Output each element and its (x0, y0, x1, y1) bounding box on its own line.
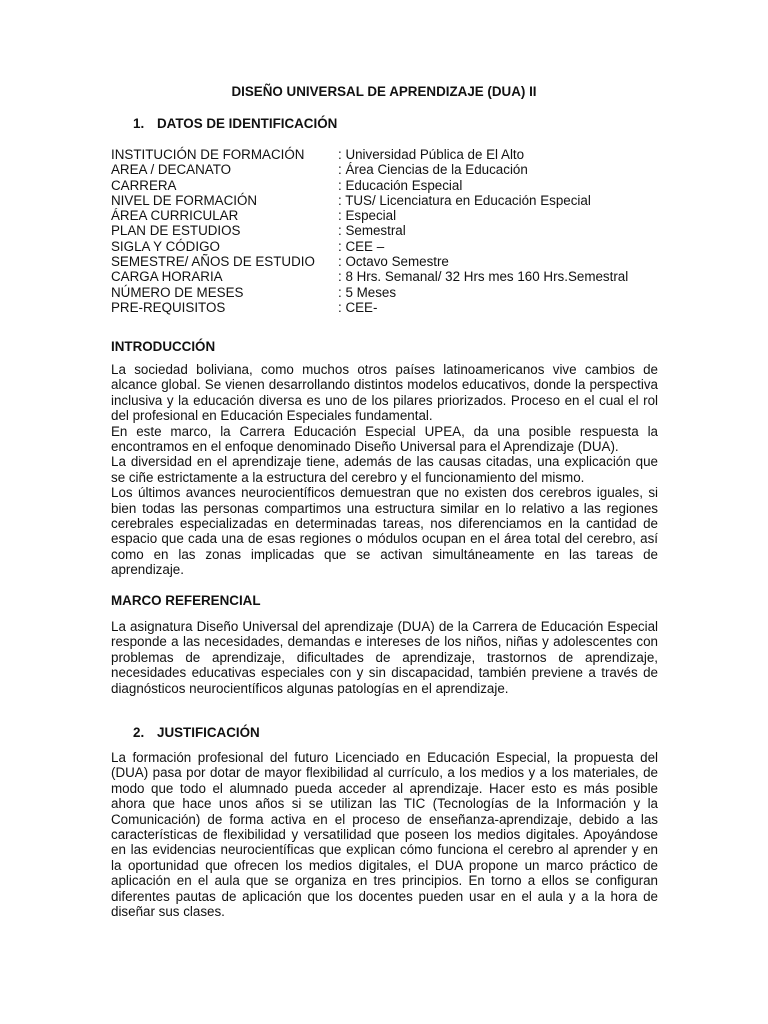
identification-value: : Octavo Semestre (338, 254, 449, 270)
paragraph: En este marco, la Carrera Educación Especial UPEA, da una posible respuesta la encontramos en el enfoque denominado Diseño Universal para el Aprendizaje (DUA). (111, 423, 658, 455)
identification-value: : 8 Hrs. Semanal/ 32 Hrs mes 160 Hrs.Semestral (338, 269, 629, 285)
identification-row (111, 193, 671, 208)
identification-table (111, 147, 671, 315)
identification-row (111, 223, 671, 238)
section-title: DATOS DE IDENTIFICACIÓN (157, 116, 338, 131)
identification-row (111, 254, 671, 269)
identification-row (111, 178, 671, 193)
identification-label: CARRERA (111, 177, 177, 193)
identification-label: NÚMERO DE MESES (111, 284, 244, 300)
identification-value: : CEE – (338, 238, 385, 254)
identification-label: SEMESTRE/ AÑOS DE ESTUDIO (111, 254, 315, 270)
identification-value: : CEE- (338, 299, 378, 315)
paragraph: La asignatura Diseño Universal del aprendizaje (DUA) de la Carrera de Educación Especial responde a las necesidades, demandas e intereses de los niños, niñas y adolescentes con problemas de aprendizaje, dificultades de aprendizaje, trastornos de aprendizaje, necesidades educativas especiales con y sin discapacidad, también previene a través de diagnósticos neurocientíficos algunas patologías en el aprendizaje. (111, 619, 658, 696)
section-number: 2. (133, 725, 145, 740)
section-heading-justificacion (133, 725, 260, 740)
identification-row (111, 162, 671, 177)
identification-row (111, 269, 671, 284)
identification-label: AREA / DECANATO (111, 162, 232, 178)
section-number: 1. (133, 116, 145, 131)
identification-label: CARGA HORARIA (111, 269, 223, 285)
identification-value: : Semestral (338, 223, 406, 239)
paragraph: La sociedad boliviana, como muchos otros países latinoamericanos vive cambios de alcance global. Se vienen desarrollando distintos modelos educativos, donde la perspectiva inclusiva y la educación diversa es uno de los pilares priorizados. Proceso en el cual el rol del profesional en Educación Especiales fundamental. (111, 362, 658, 424)
identification-value: : Especial (338, 208, 397, 224)
identification-value: : Universidad Pública de El Alto (338, 147, 525, 162)
paragraph: Los últimos avances neurocientíficos demuestran que no existen dos cerebros iguales, si bien todas las personas compartimos una estructura similar en lo relativo a las regiones cerebrales especializadas en determinadas tareas, nos diferenciamos en la cantidad de espacio que cada una de esas regiones o módulos ocupan en el área total del cerebro, así como en las zonas implicadas que se activan simultáneamente en las tareas de aprendizaje. (111, 485, 658, 578)
marco-referencial-body (111, 619, 658, 696)
paragraph: La diversidad en el aprendizaje tiene, además de las causas citadas, una explicación que se ciñe estrictamente a la estructura del cerebro y el funcionamiento del mismo. (111, 454, 658, 485)
identification-value: : TUS/ Licenciatura en Educación Especial (338, 192, 591, 208)
marco-referencial-heading: MARCO REFERENCIAL (111, 593, 261, 608)
identification-row (111, 239, 671, 254)
document-title: DISEÑO UNIVERSAL DE APRENDIZAJE (DUA) II (231, 84, 537, 99)
identification-row (111, 147, 671, 162)
justificacion-body (111, 750, 658, 919)
identification-value: : Educación Especial (338, 177, 463, 193)
identification-label: PLAN DE ESTUDIOS (111, 223, 241, 239)
section-title: JUSTIFICACIÓN (157, 725, 260, 740)
identification-label: INSTITUCIÓN DE FORMACIÓN (111, 147, 305, 162)
identification-label: NIVEL DE FORMACIÓN (111, 192, 258, 208)
identification-row (111, 285, 671, 300)
identification-label: ÁREA CURRICULAR (111, 208, 239, 224)
identification-row (111, 300, 671, 315)
identification-row (111, 208, 671, 223)
identification-value: : 5 Meses (338, 284, 397, 300)
section-heading-identificacion (133, 116, 337, 131)
introduccion-heading: INTRODUCCIÓN (111, 339, 216, 354)
identification-value: : Área Ciencias de la Educación (338, 162, 528, 178)
introduccion-body (111, 362, 658, 578)
paragraph: La formación profesional del futuro Licenciado en Educación Especial, la propuesta del (DUA) pasa por dotar de mayor flexibilidad al currículo, a los medios y a los materiales, de modo que todo el alumnado pueda acceder al aprendizaje. Hacer esto es más posible ahora que hace unos años si se utilizan las TIC (Tecnologías de la Información y la Comunicación) de forma activa en el proceso de enseñanza-aprendizaje, debido a las características de flexibilidad y versatilidad que poseen los medios digitales. Apoyándose en las evidencias neurocientíficas que explican cómo funciona el cerebro al aprender y en la oportunidad que ofrecen los medios digitales, el DUA propone un marco práctico de aplicación en el aula que se organiza en tres principios. En torno a ellos se configuran diferentes pautas de aplicación que los docentes pueden usar en el aula y a la hora de diseñar sus clases. (111, 750, 658, 920)
identification-label: SIGLA Y CÓDIGO (111, 238, 220, 254)
identification-label: PRE-REQUISITOS (111, 299, 226, 315)
